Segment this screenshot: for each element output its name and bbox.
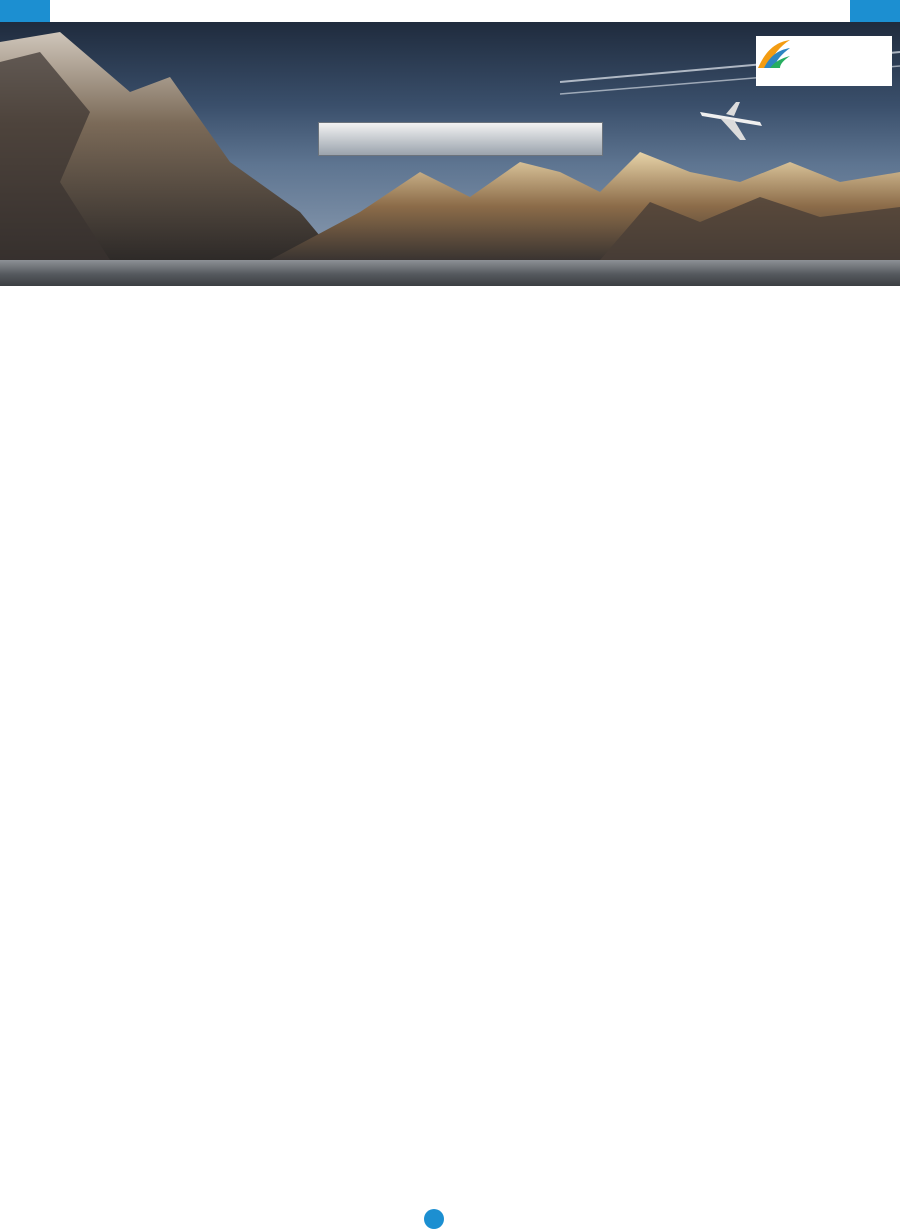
ad-tag-left xyxy=(0,0,50,22)
header-date xyxy=(387,260,586,286)
header-retail-price xyxy=(720,260,862,286)
logo-swoosh-icon xyxy=(756,36,792,70)
ad-tag-right xyxy=(850,0,900,22)
bottom-bar xyxy=(0,1207,900,1230)
dista-logo xyxy=(756,36,892,86)
page-badge xyxy=(424,1209,444,1229)
series-plate xyxy=(318,122,603,156)
header-route xyxy=(38,260,387,286)
table-header xyxy=(0,260,900,286)
hero-banner xyxy=(0,22,900,260)
header-net-price xyxy=(586,260,720,286)
page-indicator xyxy=(424,1207,450,1230)
top-ad-bar xyxy=(0,0,900,22)
